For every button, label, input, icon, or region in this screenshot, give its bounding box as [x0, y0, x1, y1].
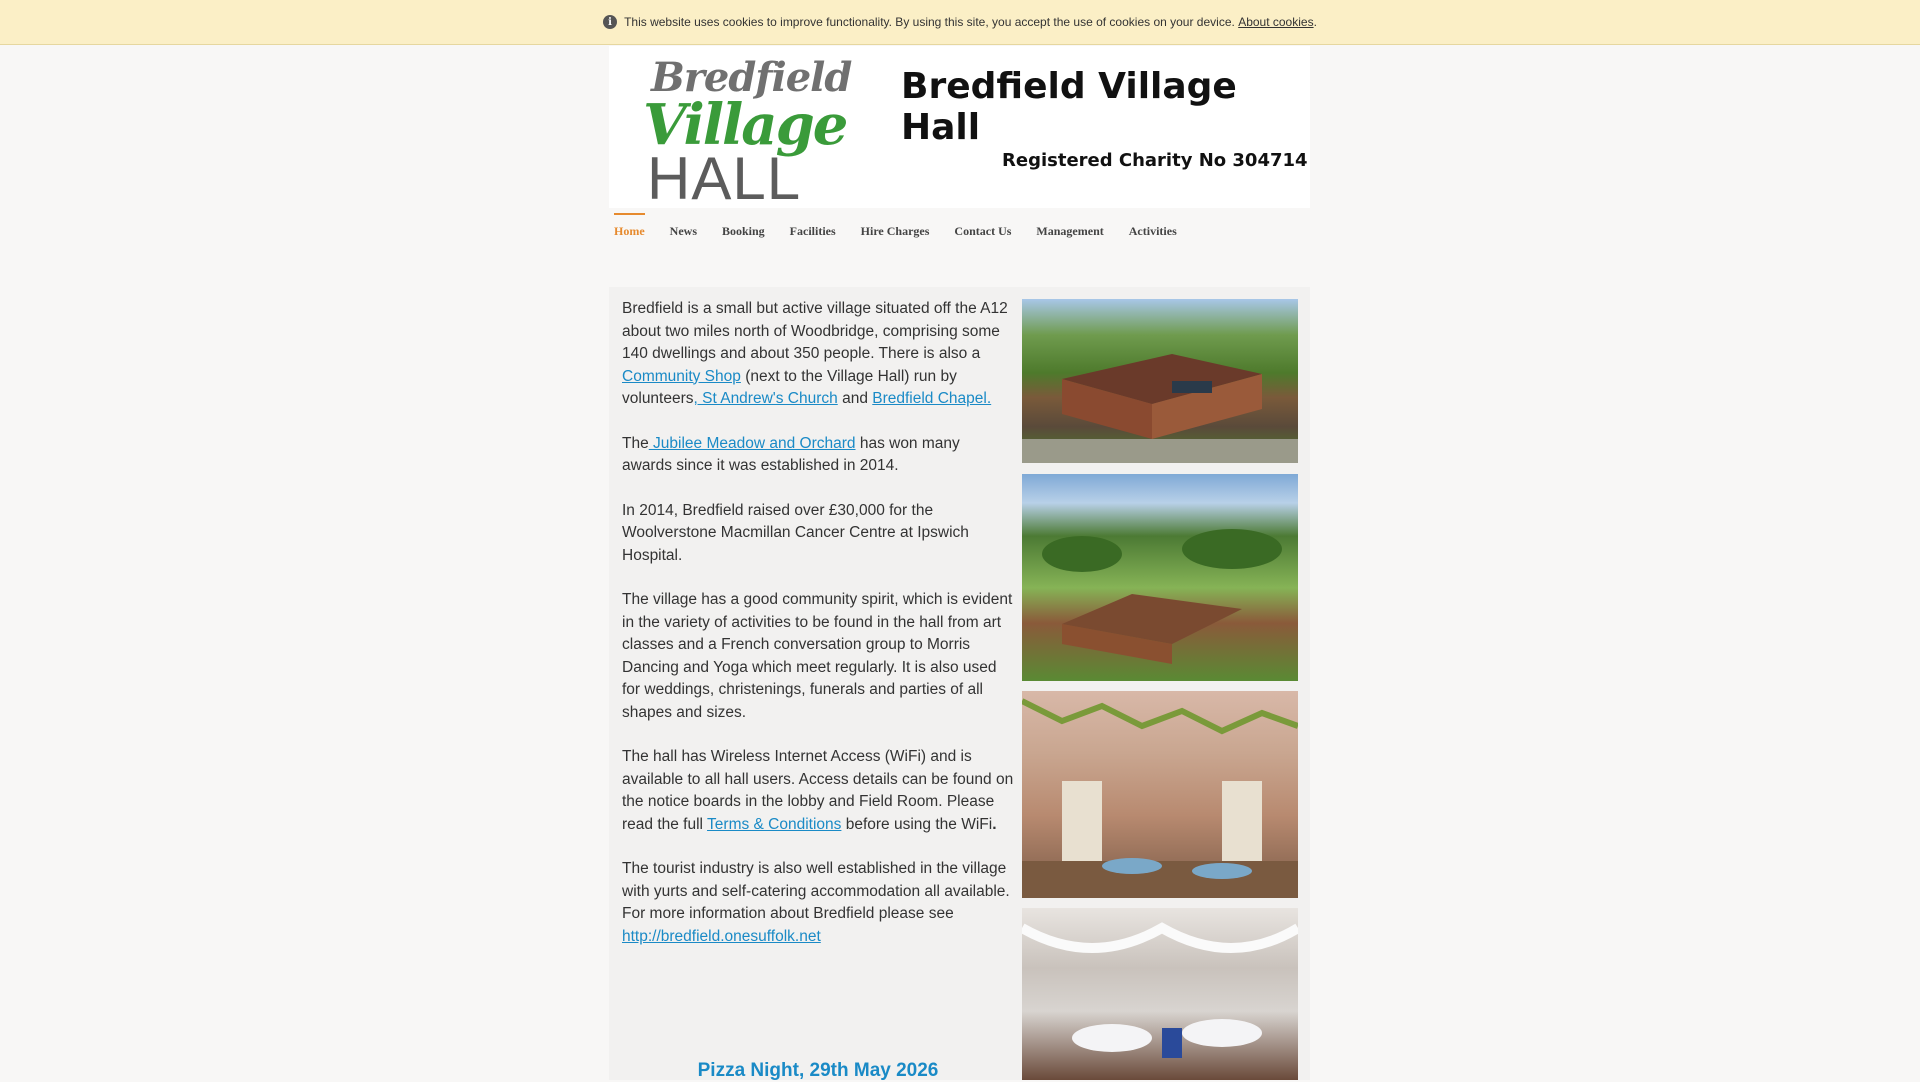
main-content — [609, 287, 1310, 1080]
text: The — [622, 434, 649, 452]
text: before using the WiFi — [841, 815, 993, 833]
village-hall-field-photo — [1022, 474, 1298, 681]
nav-booking[interactable]: Booking — [721, 224, 765, 238]
cookie-end: . — [1313, 15, 1317, 29]
nav-hire-charges[interactable]: Hire Charges — [860, 224, 930, 238]
paragraph-fundraising: In 2014, Bredfield raised over £30,000 for the Woolverstone Macmillan Cancer Centre at Ipswich Hospital. — [622, 501, 969, 564]
paragraph-wifi — [622, 746, 1014, 836]
about-cookies-link[interactable]: About cookies — [1238, 15, 1314, 29]
charity-number: Registered Charity No 304714 — [1002, 150, 1308, 171]
village-hall-aerial-photo — [1022, 299, 1298, 463]
logo-line-1: Bredfield — [651, 54, 852, 101]
text: For more information about Bredfield please see — [622, 905, 954, 922]
paragraph-meadow — [622, 433, 1014, 478]
bredfield-chapel-link[interactable]: Bredfield Chapel. — [872, 390, 992, 407]
nav-contact-us[interactable]: Contact Us — [954, 224, 1012, 238]
text: The hall has Wireless Internet Access (WiFi) and is available to all hall users. Access details can be found on the notice boards in the lobby and Field Room. Please read the full — [622, 748, 1014, 833]
cookie-bar — [0, 0, 1920, 45]
site-title: Bredfield Village Hall — [901, 66, 1237, 148]
site-header — [609, 46, 1310, 212]
onesuffolk-link[interactable]: http://bredfield.onesuffolk.net — [622, 927, 821, 945]
cookie-message: This website uses cookies to improve functionality. By using this site, you accept the use of cookies on your device. — [624, 15, 1235, 29]
main-nav — [614, 213, 1202, 247]
info-icon: i — [603, 15, 617, 29]
text: (next to the Village Hall) run by volunteers — [622, 367, 957, 407]
st-andrews-church-link[interactable]: , St Andrew's Church — [693, 390, 838, 407]
paragraph-tourism — [622, 858, 1014, 948]
community-shop-link[interactable]: Community Shop — [622, 367, 741, 385]
paragraph-community: The village has a good community spirit, which is evident in the variety of activities to be found in the hall from art classes and a French conversation group to Morris Dancing and Yoga which meet regularly. It is also used for weddings, christenings, funerals and parties of all shapes and sizes. — [622, 591, 1013, 721]
logo-line-2: Village — [643, 92, 847, 158]
terms-conditions-link[interactable]: Terms & Conditions — [707, 815, 842, 833]
nav-home[interactable]: Home — [614, 213, 645, 248]
nav-facilities[interactable]: Facilities — [789, 224, 836, 238]
nav-management[interactable]: Management — [1036, 224, 1104, 238]
logo-line-3: HALL — [647, 145, 802, 212]
text: The tourist industry is also well established in the village with yurts and self-catering accommodation all available. — [622, 860, 1010, 900]
text: . — [992, 815, 997, 833]
text: has won many awards since it was established in 2014. — [622, 434, 960, 474]
intro-text — [622, 298, 1014, 948]
paragraph-intro — [622, 298, 1014, 411]
jubilee-meadow-link[interactable]: Jubilee Meadow and Orchard — [648, 434, 856, 452]
text: and — [837, 390, 873, 407]
nav-activities[interactable]: Activities — [1128, 224, 1177, 238]
event-heading: Pizza Night, 29th May 2026 — [697, 1060, 939, 1081]
nav-news[interactable]: News — [669, 224, 697, 238]
hall-wedding-setup-photo — [1022, 908, 1298, 1080]
site-logo[interactable] — [637, 54, 852, 212]
hall-interior-bunting-photo — [1022, 691, 1298, 898]
text: Bredfield is a small but active village situated off the A12 about two miles north of Woodbridge, comprising some 140 dwellings and about 350 people. There is also a — [622, 300, 1008, 362]
